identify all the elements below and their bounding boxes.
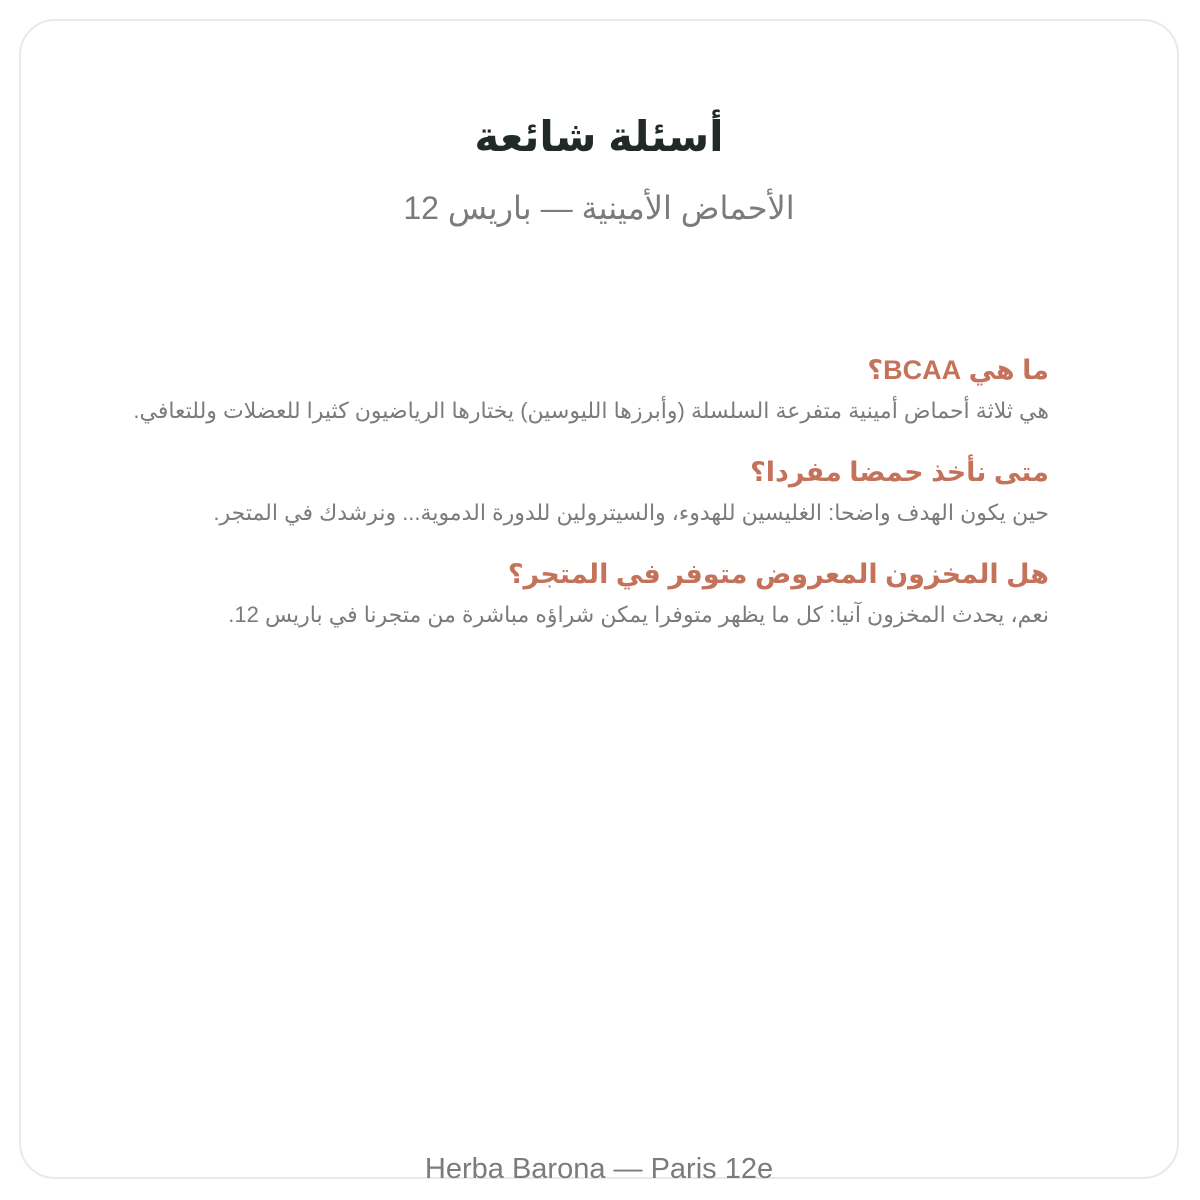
page-subtitle: الأحماض الأمينية — باريس 12 xyxy=(403,190,795,226)
footer-brand: Herba Barona — Paris 12e xyxy=(424,1153,774,1185)
faq-question: هل المخزون المعروض متوفر في المتجر؟ xyxy=(507,559,1049,589)
page-title: أسئلة شائعة xyxy=(474,113,724,160)
faq-item xyxy=(89,555,1049,635)
faq-list xyxy=(89,351,1049,657)
faq-item xyxy=(89,351,1049,431)
faq-answer: هي ثلاثة أحماض أمينية متفرعة السلسلة (وأبرزها الليوسين) يختارها الرياضيون كثيرا للعضلات وللتعافي. xyxy=(133,398,1049,423)
faq-question: متى نأخذ حمضا مفردا؟ xyxy=(750,457,1049,487)
faq-question: ما هي BCAA؟ xyxy=(867,355,1049,385)
faq-answer: نعم، يحدث المخزون آنيا: كل ما يظهر متوفرا يمكن شراؤه مباشرة من متجرنا في باريس 12. xyxy=(228,602,1049,627)
faq-item xyxy=(89,453,1049,533)
faq-answer: حين يكون الهدف واضحا: الغليسين للهدوء، والسيترولين للدورة الدموية... ونرشدك في المتجر. xyxy=(213,500,1049,525)
faq-card xyxy=(19,19,1179,1185)
